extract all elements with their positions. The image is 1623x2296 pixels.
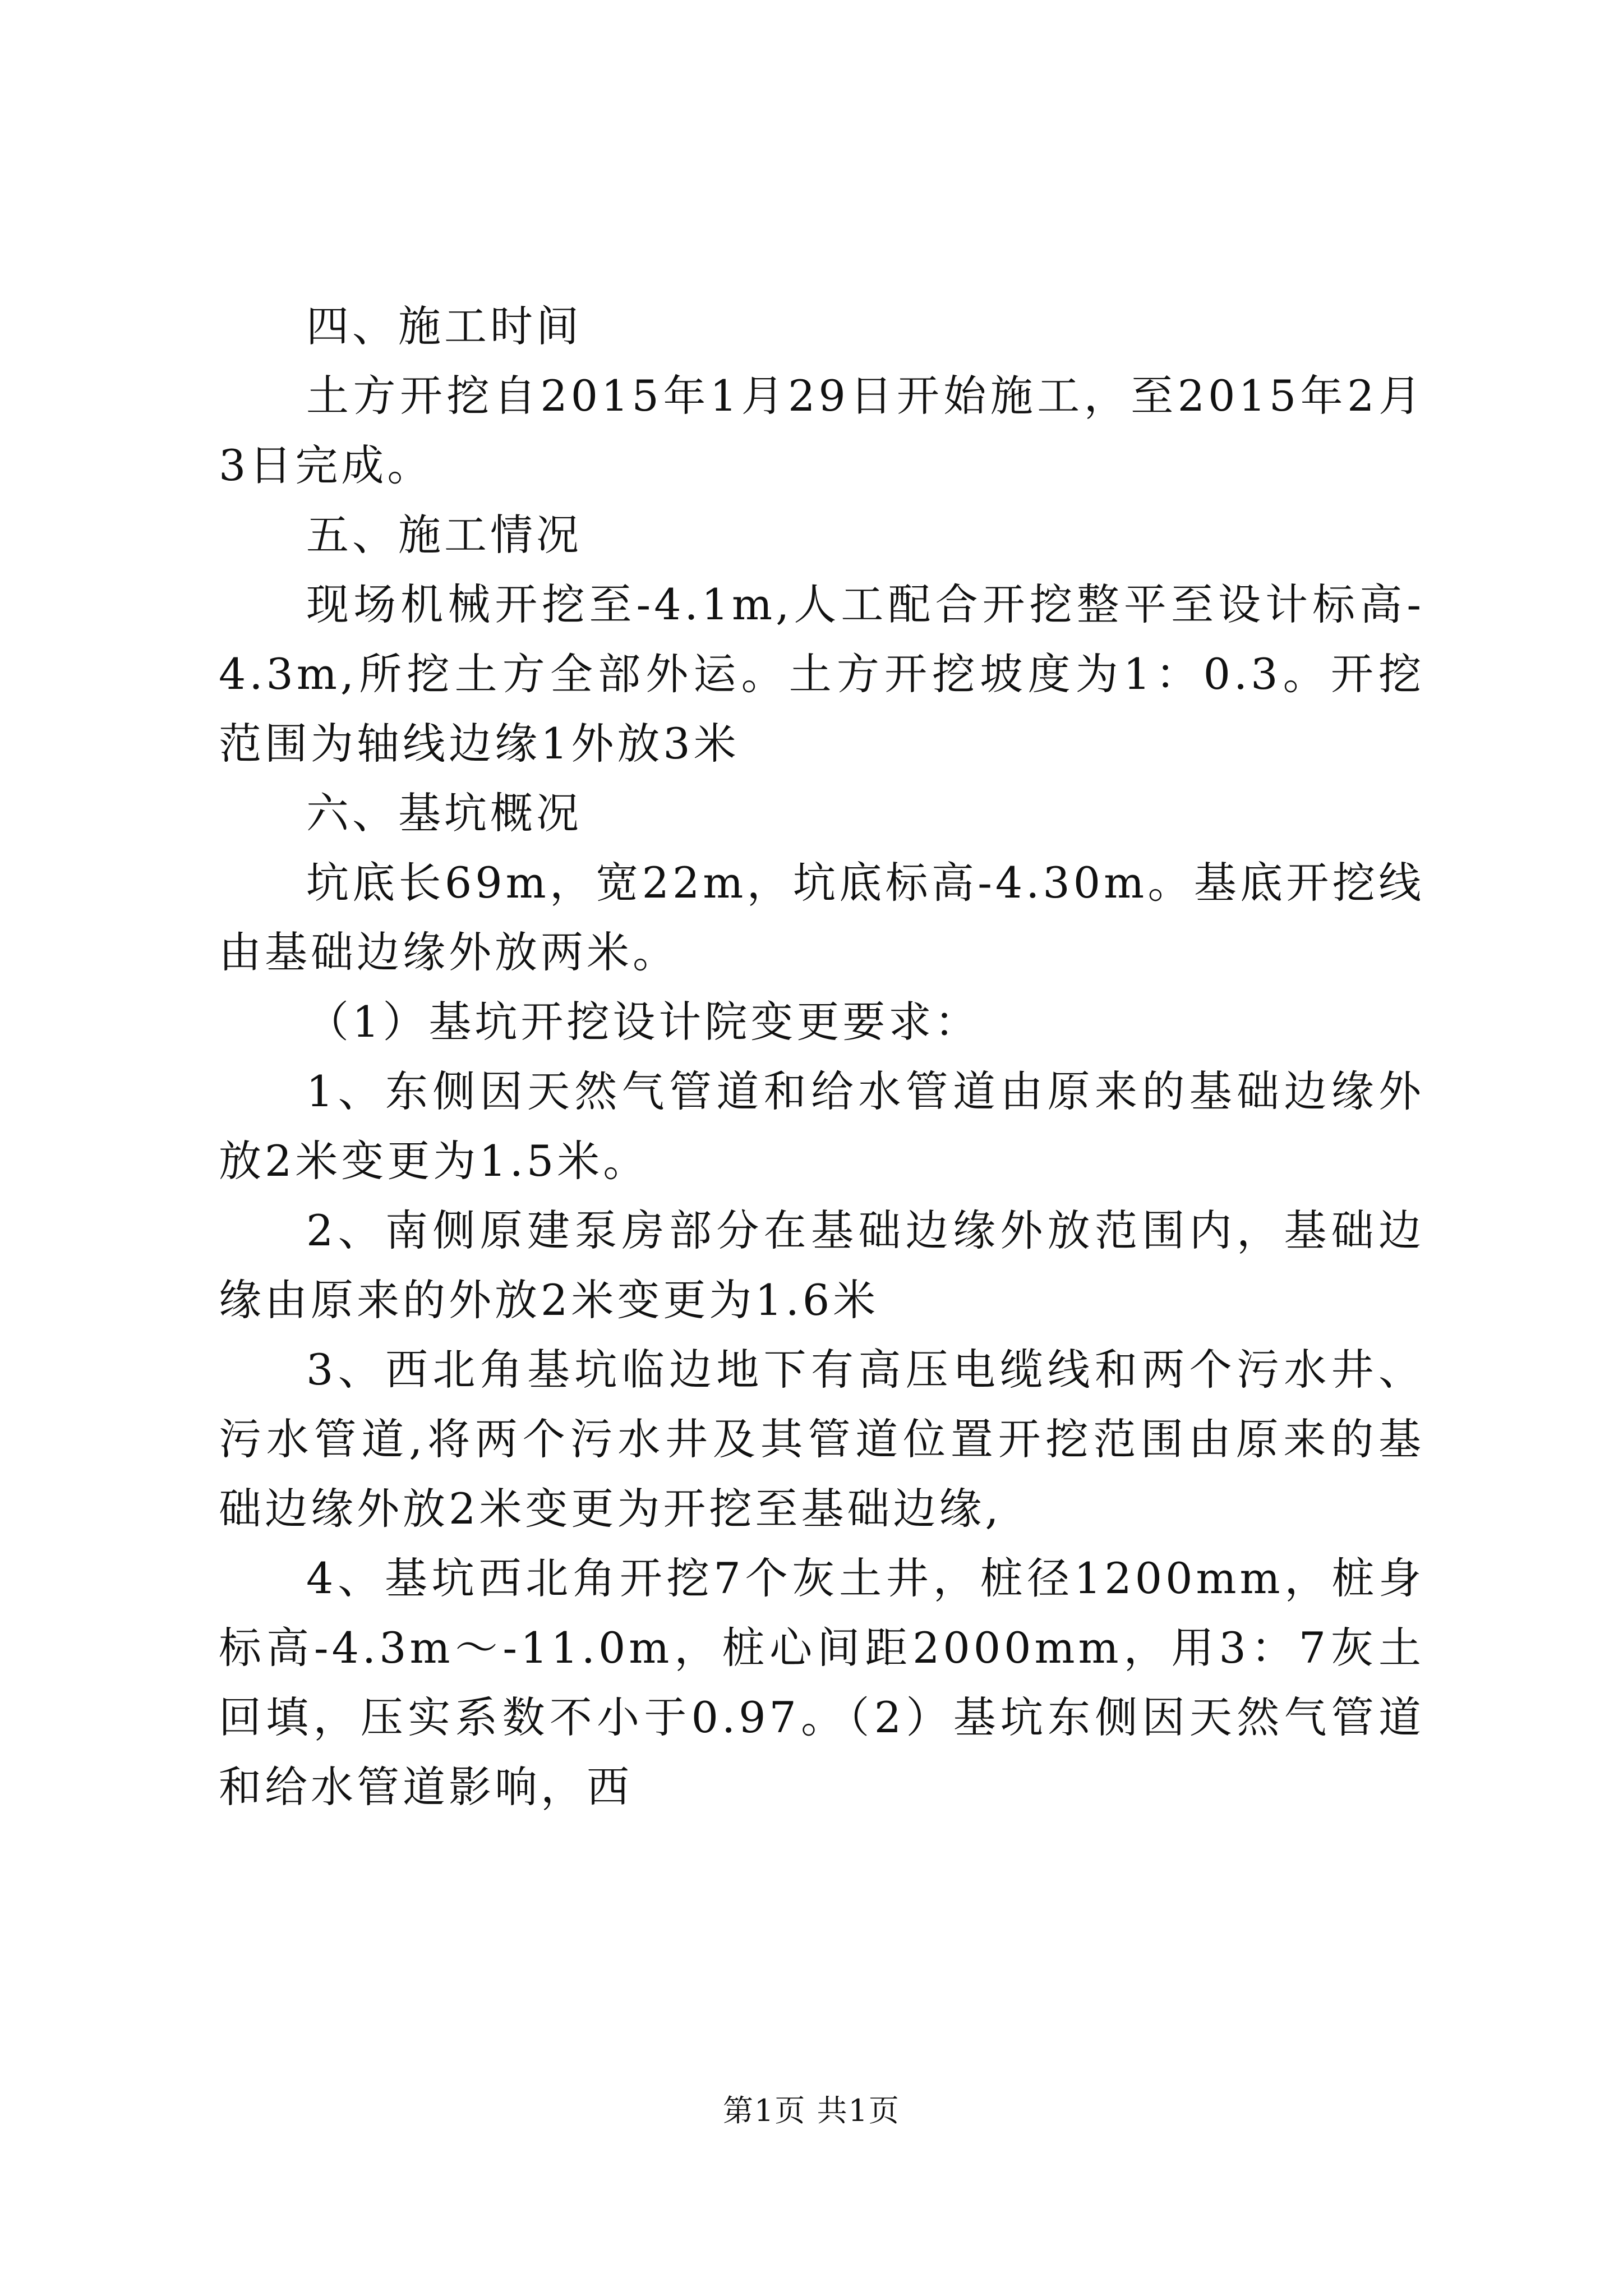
- paragraph-pit-dimensions: 坑底长69m，宽22m，坑底标高-4.30m。基底开挖线由基础边缘外放两米。: [219, 858, 1424, 977]
- paragraph-excavation-details: 现场机械开挖至-4.1m,人工配合开挖整平至设计标高-4.3m,所挖土方全部外运。土方开挖坡度为1：0.3。开挖范围为轴线边缘1外放3米: [219, 579, 1424, 769]
- section-heading-construction-status: 五、施工情况: [306, 510, 582, 560]
- list-item-east-side-change: 1、东侧因天然气管道和给水管道由原来的基础边缘外放2米变更为1.5米。: [219, 1066, 1424, 1186]
- page-footer: 第1页 共1页: [723, 2093, 900, 2128]
- list-item-lime-soil-wells: 4、基坑西北角开挖7个灰土井，桩径1200mm，桩身标高-4.3m～-11.0m，桩心间距2000mm，用3：7灰土回填，压实系数不小于0.97。（2）基坑东侧因天然气管道和给水管道影响，西: [219, 1553, 1424, 1812]
- subheading-design-change-requirements: （1）基坑开挖设计院变更要求：: [306, 997, 981, 1047]
- list-item-south-side-change: 2、南侧原建泵房部分在基础边缘外放范围内，基础边缘由原来的外放2米变更为1.6米: [219, 1205, 1424, 1325]
- document-body: [219, 292, 1424, 1822]
- section-heading-construction-time: 四、施工时间: [306, 301, 582, 351]
- list-item-northwest-corner-change: 3、西北角基坑临边地下有高压电缆线和两个污水井、污水管道,将两个污水井及其管道位置开挖范围由原来的基础边缘外放2米变更为开挖至基础边缘,: [219, 1345, 1424, 1534]
- section-heading-pit-overview: 六、基坑概况: [306, 788, 582, 838]
- paragraph-excavation-period: 土方开挖自2015年1月29日开始施工，至2015年2月3日完成。: [219, 371, 1424, 490]
